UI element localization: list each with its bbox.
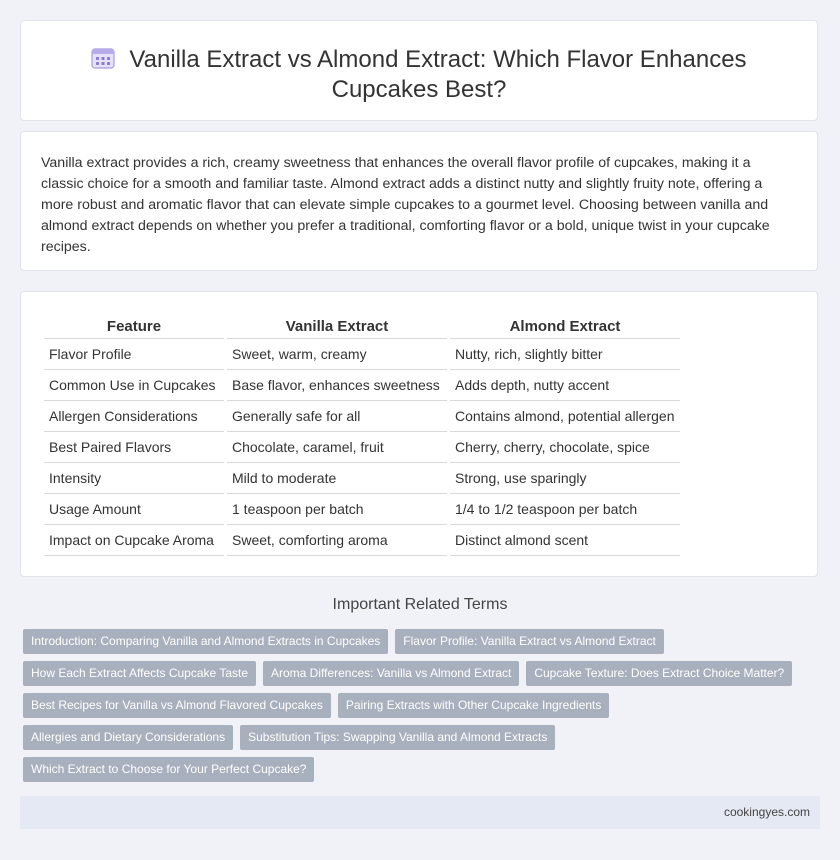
- cell-vanilla: Sweet, comforting aroma: [227, 525, 447, 556]
- title-line-2: Cupcakes Best?: [331, 76, 507, 103]
- cell-feature: Impact on Cupcake Aroma: [44, 525, 224, 556]
- intro-text: Vanilla extract provides a rich, creamy sweetness that enhances the overall flavor profile of cupcakes, making it a classic choice for a smooth and familiar taste. Almond extract adds a distinct nutty and slightly fruity note, offering a more robust and aromatic flavor that can elevate simple cupcakes to a gourmet level. Choosing between vanilla and almond extract depends on whether you prefer a traditional, comforting flavor or a bold, unique twist in your cupcake recipes.: [41, 155, 770, 255]
- related-term-tag[interactable]: Best Recipes for Vanilla vs Almond Flavored Cupcakes: [23, 693, 331, 718]
- comparison-table: [41, 314, 683, 556]
- cell-vanilla: Chocolate, caramel, fruit: [227, 432, 447, 463]
- table-row: [44, 494, 680, 525]
- column-header-feature: Feature: [44, 314, 224, 339]
- related-term-tag[interactable]: Flavor Profile: Vanilla Extract vs Almond Extract: [395, 629, 664, 654]
- related-terms-list: [23, 629, 813, 789]
- comparison-card: [20, 291, 818, 577]
- cell-feature: Flavor Profile: [44, 339, 224, 370]
- table-row: [44, 339, 680, 370]
- table-row: [44, 463, 680, 494]
- cell-feature: Intensity: [44, 463, 224, 494]
- footer-bar: [20, 796, 820, 829]
- cell-almond: 1/4 to 1/2 teaspoon per batch: [450, 494, 680, 525]
- cell-feature: Allergen Considerations: [44, 401, 224, 432]
- cell-almond: Distinct almond scent: [450, 525, 680, 556]
- cell-vanilla: Generally safe for all: [227, 401, 447, 432]
- cell-vanilla: Sweet, warm, creamy: [227, 339, 447, 370]
- related-term-tag[interactable]: Which Extract to Choose for Your Perfect Cupcake?: [23, 757, 314, 782]
- calendar-icon: [91, 47, 115, 69]
- cell-feature: Common Use in Cupcakes: [44, 370, 224, 401]
- table-row: [44, 401, 680, 432]
- related-term-tag[interactable]: Substitution Tips: Swapping Vanilla and Almond Extracts: [240, 725, 555, 750]
- table-row: [44, 525, 680, 556]
- related-term-tag[interactable]: Cupcake Texture: Does Extract Choice Matter?: [526, 661, 792, 686]
- cell-almond: Contains almond, potential allergen: [450, 401, 680, 432]
- cell-almond: Nutty, rich, slightly bitter: [450, 339, 680, 370]
- related-terms-heading: Important Related Terms: [332, 596, 508, 613]
- related-term-tag[interactable]: How Each Extract Affects Cupcake Taste: [23, 661, 256, 686]
- related-term-tag[interactable]: Allergies and Dietary Considerations: [23, 725, 233, 750]
- column-header-almond: Almond Extract: [450, 314, 680, 339]
- cell-almond: Cherry, cherry, chocolate, spice: [450, 432, 680, 463]
- cell-vanilla: Mild to moderate: [227, 463, 447, 494]
- intro-card: [20, 131, 818, 271]
- footer-site-name[interactable]: cookingyes.com: [723, 805, 810, 819]
- column-header-vanilla: Vanilla Extract: [227, 314, 447, 339]
- title-card: [20, 20, 818, 121]
- cell-vanilla: Base flavor, enhances sweetness: [227, 370, 447, 401]
- cell-almond: Strong, use sparingly: [450, 463, 680, 494]
- related-term-tag[interactable]: Pairing Extracts with Other Cupcake Ingredients: [338, 693, 609, 718]
- table-header-row: [44, 314, 680, 339]
- table-row: [44, 370, 680, 401]
- page-title: [21, 45, 817, 105]
- cell-feature: Usage Amount: [44, 494, 224, 525]
- title-line-1: Vanilla Extract vs Almond Extract: Which Flavor Enhances: [129, 46, 747, 73]
- table-row: [44, 432, 680, 463]
- cell-feature: Best Paired Flavors: [44, 432, 224, 463]
- related-term-tag[interactable]: Aroma Differences: Vanilla vs Almond Extract: [263, 661, 519, 686]
- cell-almond: Adds depth, nutty accent: [450, 370, 680, 401]
- cell-vanilla: 1 teaspoon per batch: [227, 494, 447, 525]
- related-term-tag[interactable]: Introduction: Comparing Vanilla and Almond Extracts in Cupcakes: [23, 629, 388, 654]
